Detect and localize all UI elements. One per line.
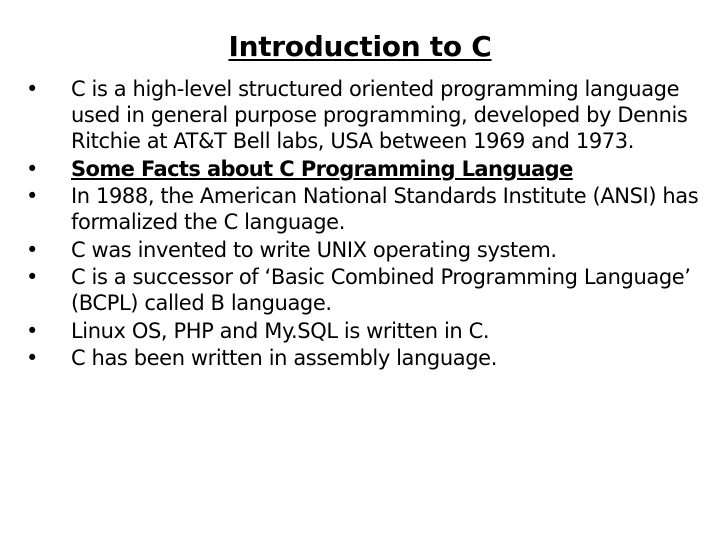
bullet-item	[26, 318, 706, 344]
bullet-text-heading: Some Facts about C Programming Language	[71, 156, 573, 181]
bullet-text: C was invented to write UNIX operating system.	[71, 237, 557, 262]
slide-title: Introduction to C	[228, 30, 492, 63]
bullet-dot-icon: •	[26, 156, 38, 181]
bullet-text: Linux OS, PHP and My.SQL is written in C.	[71, 318, 490, 343]
bullet-item	[26, 183, 706, 235]
bullet-dot-icon: •	[26, 265, 38, 289]
bullet-dot-icon: •	[26, 77, 38, 101]
bullet-dot-icon: •	[26, 318, 38, 343]
bullet-text: C is a successor of ‘Basic Combined Programming Language’ (BCPL) called B language.	[71, 265, 691, 315]
bullet-text: C is a high-level structured oriented programming language used in general purpose programming, developed by Dennis Ritchie at AT&T Bell labs, USA between 1969 and 1973.	[71, 77, 688, 153]
bullet-list	[26, 76, 706, 373]
bullet-text: C has been written in assembly language.	[71, 346, 497, 370]
bullet-item	[26, 264, 706, 316]
bullet-item	[26, 76, 706, 154]
bullet-dot-icon: •	[26, 237, 38, 262]
bullet-dot-icon: •	[26, 346, 38, 370]
bullet-item	[26, 156, 706, 182]
bullet-item	[26, 345, 706, 371]
bullet-text: In 1988, the American National Standards Institute (ANSI) has formalized the C language.	[71, 184, 699, 234]
bullet-dot-icon: •	[26, 184, 38, 208]
bullet-item	[26, 237, 706, 263]
